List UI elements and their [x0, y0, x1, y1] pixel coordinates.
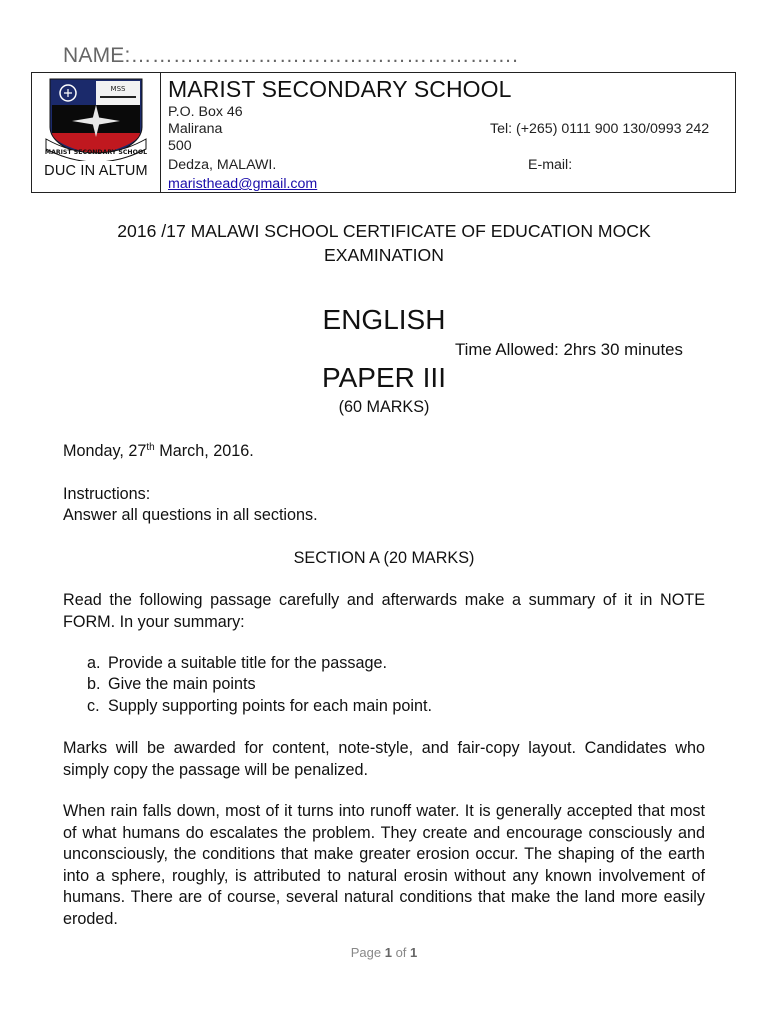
- subject-heading: ENGLISH: [322, 304, 446, 335]
- exam-title-line-2: EXAMINATION: [324, 245, 444, 265]
- address-line-4: Dedza, MALAWI.: [168, 157, 277, 173]
- exam-title-line-1: 2016 /17 MALAWI SCHOOL CERTIFICATE OF EDUCATION MOCK: [117, 221, 651, 241]
- email-label: E-mail:: [528, 157, 573, 173]
- time-allowed: Time Allowed: 2hrs 30 minutes: [455, 340, 683, 359]
- school-name: MARIST SECONDARY SCHOOL: [168, 76, 512, 102]
- name-field-line: NAME:……………………………………………….: [63, 44, 519, 67]
- svg-text:MARIST SECONDARY SCHOOL: MARIST SECONDARY SCHOOL: [44, 149, 148, 156]
- address-line-1: P.O. Box 46: [168, 104, 243, 120]
- summary-passage: When rain falls down, most of it turns into runoff water. It is generally accepted that most of what humans do escalates the problem. They create and encourage consciously and unconsciously, the conditions that make greater erosion occur. The shaping of the earth into a sphere, roughly, is attributed to natural erosin without any known involvement of humans. There are of course, several natural conditions that make the land more easily eroded.: [63, 802, 705, 928]
- list-item: a. Provide a suitable title for the passage.: [87, 654, 387, 672]
- paper-heading: PAPER III: [322, 362, 446, 393]
- list-item: b. Give the main points: [87, 675, 256, 694]
- section-a-prompt: Read the following passage carefully and afterwards make a summary of it in NOTE FORM. In your summary:: [63, 591, 705, 631]
- school-crest-logo: [38, 75, 154, 161]
- school-motto: DUC IN ALTUM: [44, 163, 148, 179]
- email-link[interactable]: maristhead@gmail.com: [168, 176, 318, 192]
- exam-date: Monday, 27th March, 2016.: [63, 442, 254, 460]
- section-a-heading: SECTION A (20 MARKS): [293, 549, 475, 567]
- address-line-2: Malirana: [168, 121, 223, 137]
- instruction-list: [87, 653, 687, 717]
- page-indicator: Page 1 of 1: [350, 945, 418, 960]
- instructions-text: Answer all questions in all sections.: [63, 506, 318, 524]
- telephone-numbers: Tel: (+265) 0111 900 130/0993 242: [490, 121, 710, 137]
- total-marks: (60 MARKS): [338, 398, 430, 416]
- logo-cell: [32, 73, 161, 192]
- marks-note: Marks will be awarded for content, note-style, and fair-copy layout. Candidates who simply copy the passage will be penalized.: [63, 739, 705, 779]
- list-item: c. Supply supporting points for each main point.: [87, 696, 432, 715]
- address-line-3: 500: [168, 138, 192, 154]
- exam-title: [40, 219, 728, 267]
- instructions-heading: Instructions:: [63, 485, 151, 503]
- svg-text:MSS: MSS: [110, 85, 126, 93]
